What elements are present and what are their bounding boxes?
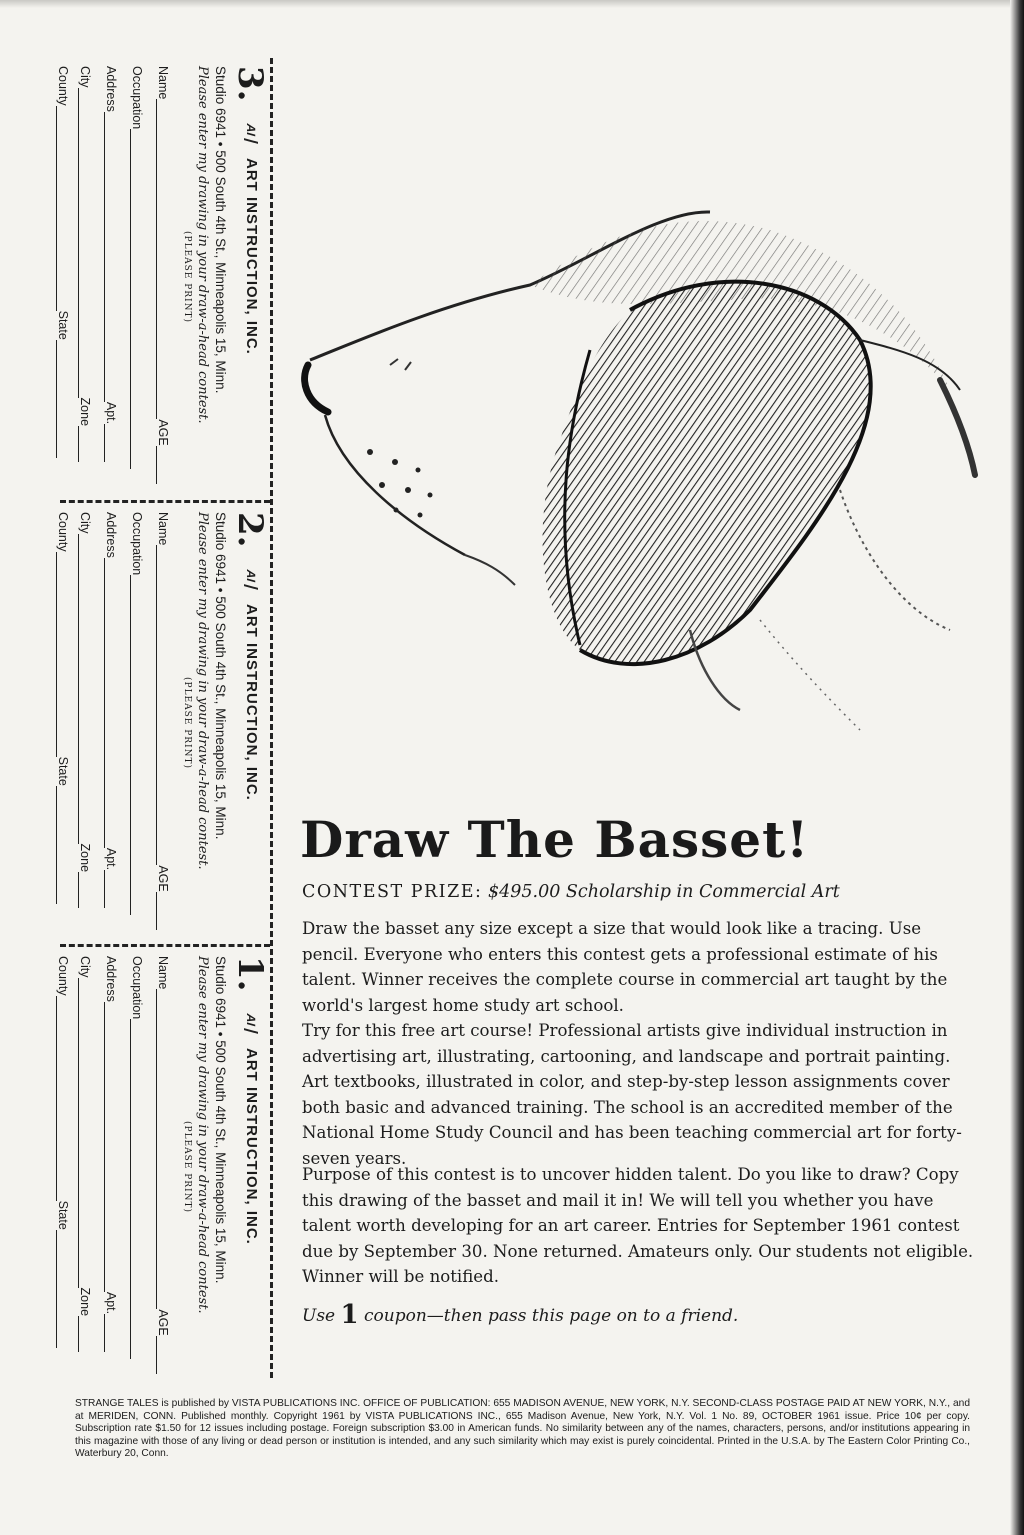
county-field[interactable]: CountyState <box>54 66 70 458</box>
coupon-cut-line <box>270 58 273 1378</box>
page-edge-top <box>0 0 1024 8</box>
coupon-company: ART INSTRUCTION, INC. <box>243 1048 260 1245</box>
occupation-field[interactable]: Occupation <box>128 512 144 915</box>
coupon-3[interactable] <box>58 62 268 492</box>
basset-hound-illustration <box>300 190 980 830</box>
address-field[interactable]: AddressApt. <box>102 66 118 462</box>
body-paragraph-2: Try for this free art course! Professional artists give individual instruction in advertising art, illustrating, cartooning, and landscape and portrait painting. Art textbooks, illustrated in color, and step-by-step lesson assignments cover both basic and advanced training. The school is an accredited member of the National Home Study Council and has been teaching commercial art for forty-seven years. <box>302 1021 962 1168</box>
page-title: Draw The Basset! <box>300 810 810 869</box>
address-field[interactable]: AddressApt. <box>102 512 118 908</box>
coupon-company: ART INSTRUCTION, INC. <box>243 158 260 355</box>
coupon-address: Studio 6941 • 500 South 4th St., Minneapolis 15, Minn. <box>213 956 228 1284</box>
address-field[interactable]: AddressApt. <box>102 956 118 1352</box>
coupon-tagline: Use 1 coupon—then pass this page on to a friend. <box>302 1300 739 1330</box>
coupon-number: 2. <box>230 512 270 548</box>
body-paragraph-3: Purpose of this contest is to uncover hidden talent. Do you like to draw? Copy this drawing of the basset and mail it in! We will tell you whether you have talent worth developing for an art career. Entries for September 1961 contest due by September 30. None returned. Amateurs only. Our students not eligible. Winner will be notified. <box>302 1165 974 1286</box>
coupon-request: Please enter my drawing in your draw-a-head contest. <box>195 66 210 424</box>
prize-label: CONTEST PRIZE: <box>302 882 483 902</box>
coupon-number: 3. <box>230 66 270 102</box>
city-field[interactable]: CityZone <box>76 512 92 908</box>
occupation-field[interactable]: Occupation <box>128 956 144 1359</box>
coupon-company: ART INSTRUCTION, INC. <box>243 604 260 801</box>
coupon-request: Please enter my drawing in your draw-a-head contest. <box>195 512 210 870</box>
coupon-address: Studio 6941 • 500 South 4th St., Minneapolis 15, Minn. <box>213 66 228 394</box>
coupon-request: Please enter my drawing in your draw-a-head contest. <box>195 956 210 1314</box>
coupon-separator <box>60 944 270 947</box>
coupon-separator <box>60 500 270 503</box>
coupon-address: Studio 6941 • 500 South 4th St., Minneapolis 15, Minn. <box>213 512 228 840</box>
publication-footer: STRANGE TALES is published by VISTA PUBLICATIONS INC. OFFICE OF PUBLICATION: 655 MADISON AVENUE, NEW YORK, N.Y. SECOND-CLASS POSTAGE PAID AT NEW YORK, N.Y., and at MERIDEN, CONN. Published monthly. Copyright 1961 by VISTA PUBLICATIONS INC., 655 Madison Avenue, New York, N.Y. Vol. 1 No. 89, OCTOBER 1961 issue. Price 10¢ per copy. Subscription rate $1.50 for 12 issues including postage. Foreign subscription $3.00 in American funds. No similarity between any of the names, characters, persons, and/or institutions appearing in this magazine with those of any living or dead person or institution is intended, and any such similarity which may exist is purely coincidental. Printed in the U.S.A. by The Eastern Color Printing Co., Waterbury 20, Conn. <box>75 1398 970 1460</box>
body-paragraph-1: Draw the basset any size except a size that would look like a tracing. Use pencil. Everyone who enters this contest gets a professional estimate of his talent. Winner receives the complete course in commercial art taught by the world's largest home study art school. <box>302 919 948 1015</box>
prize-value: $495.00 Scholarship in Commercial Art <box>488 882 840 902</box>
page-edge-right <box>1010 0 1024 1535</box>
coupon-2[interactable] <box>58 508 268 938</box>
ai-logo-icon: AI <box>244 122 258 144</box>
coupon-print-note: (PLEASE PRINT) <box>182 677 192 769</box>
coupon-1[interactable] <box>58 952 268 1382</box>
coupon-print-note: (PLEASE PRINT) <box>182 1121 192 1213</box>
county-field[interactable]: CountyState <box>54 956 70 1348</box>
coupon-print-note: (PLEASE PRINT) <box>182 231 192 323</box>
name-field[interactable]: NameAGE <box>154 66 170 484</box>
occupation-field[interactable]: Occupation <box>128 66 144 469</box>
county-field[interactable]: CountyState <box>54 512 70 904</box>
ai-logo-icon: AI <box>244 1012 258 1034</box>
coupon-number: 1. <box>230 956 270 992</box>
city-field[interactable]: CityZone <box>76 956 92 1352</box>
contest-prize <box>302 882 840 902</box>
city-field[interactable]: CityZone <box>76 66 92 462</box>
name-field[interactable]: NameAGE <box>154 512 170 930</box>
ai-logo-icon: AI <box>244 568 258 590</box>
name-field[interactable]: NameAGE <box>154 956 170 1374</box>
